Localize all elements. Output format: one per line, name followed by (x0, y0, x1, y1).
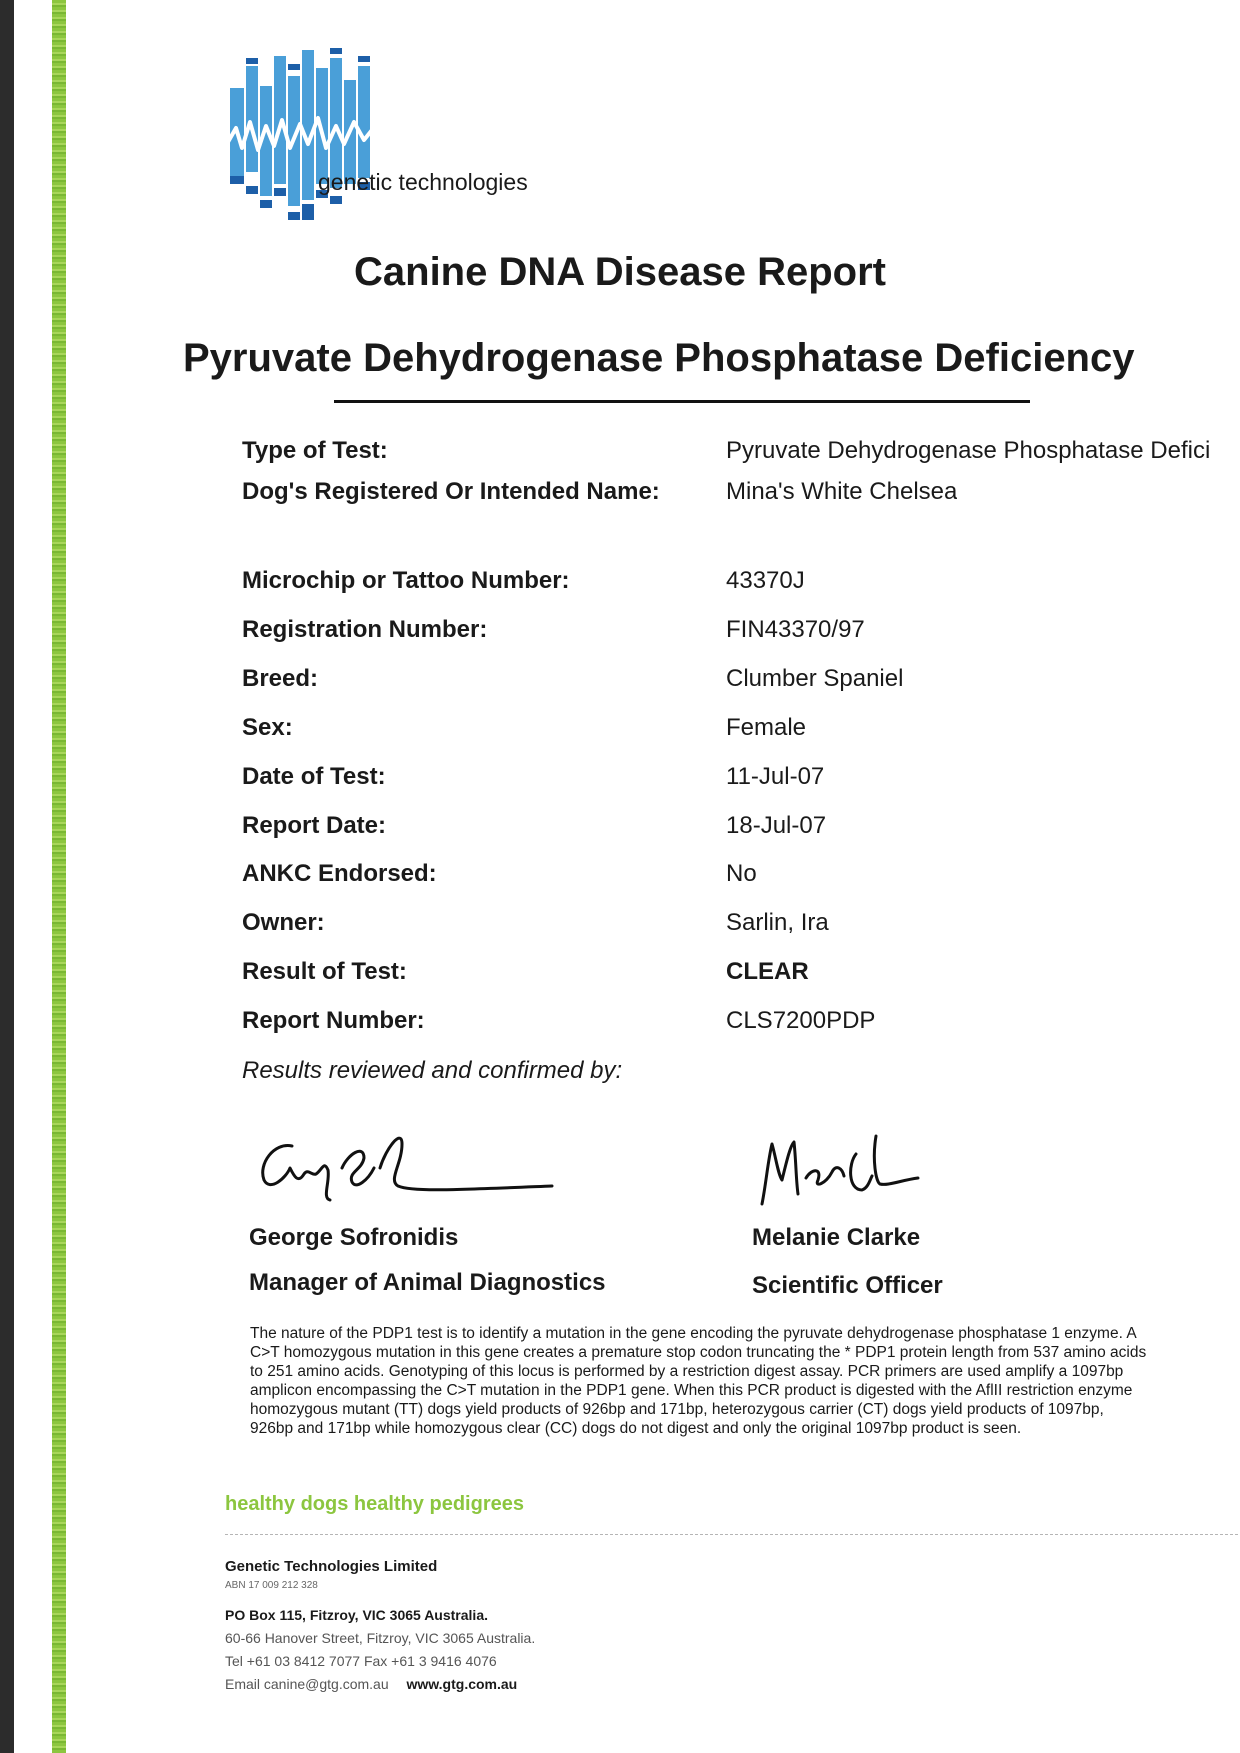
field-label: Date of Test: (242, 763, 386, 790)
company-name: Genetic Technologies Limited (225, 1558, 438, 1575)
field-row-ankc (0, 860, 1240, 900)
signatory-title: Manager of Animal Diagnostics (249, 1269, 606, 1296)
field-row-dog-name (0, 478, 1240, 518)
dna-barcode-logo-icon (222, 36, 562, 232)
field-label: Report Number: (242, 1007, 425, 1034)
field-row-sex (0, 714, 1240, 754)
field-value: 43370J (726, 567, 805, 594)
test-description: The nature of the PDP1 test is to identify a mutation in the gene encoding the pyruvate dehydrogenase phosphatase 1 enzyme. A C>T homozygous mutation in this gene creates a premature stop codon truncating the * PDP1 protein length from 537 amino acids to 251 amino acids. Genotyping of this locus is performed by a restriction digest assay. PCR primers are used amplify a 1097bp amplicon encompassing the C>T mutation in the PDP1 gene. When this PCR product is digested with the AflII restriction enzyme homozygous mutant (TT) dogs yield products of 926bp and 171bp, heterozygous carrier (CT) dogs yield products of 1097bp, 926bp and 171bp while homozygous clear (CC) dogs do not digest and only the original 1097bp product is seen. (250, 1325, 1147, 1437)
field-label: Report Date: (242, 812, 387, 839)
title-divider (334, 400, 1030, 403)
phone-fax: Tel +61 03 8412 7077 Fax +61 3 9416 4076 (225, 1653, 497, 1669)
field-row-test-type (0, 437, 1240, 477)
field-value: Sarlin, Ira (726, 909, 829, 936)
field-label: Registration Number: (242, 616, 488, 643)
street-address: 60-66 Hanover Street, Fitzroy, VIC 3065 Australia. (225, 1630, 536, 1646)
signatory-name: Melanie Clarke (752, 1224, 921, 1251)
field-label: Result of Test: (242, 958, 407, 985)
field-row-report-number (0, 1007, 1240, 1047)
field-row-breed (0, 665, 1240, 705)
handwritten-signature-icon (252, 1124, 562, 1214)
report-title: Canine DNA Disease Report (354, 250, 886, 294)
field-row-result (0, 958, 1240, 998)
field-value: Female (726, 714, 807, 741)
handwritten-signature-icon (752, 1124, 952, 1224)
field-row-microchip (0, 567, 1240, 607)
email-link[interactable]: Email canine@gtg.com.au (225, 1676, 389, 1692)
field-label: Owner: (242, 909, 325, 936)
contact-line (225, 1676, 517, 1692)
field-value: 11-Jul-07 (726, 763, 825, 790)
field-value: FIN43370/97 (726, 616, 865, 643)
field-label: Sex: (242, 714, 293, 741)
field-label: Dog's Registered Or Intended Name: (242, 478, 660, 505)
company-logo (222, 36, 562, 232)
logo-wordmark: genetic technologies (318, 169, 528, 195)
field-value: 18-Jul-07 (726, 812, 827, 839)
signatory-name: George Sofronidis (249, 1224, 459, 1251)
field-row-owner (0, 909, 1240, 949)
report-subtitle: Pyruvate Dehydrogenase Phosphatase Deficiency (183, 336, 1135, 380)
field-value: Pyruvate Dehydrogenase Phosphatase Defici (726, 437, 1211, 464)
field-value: No (726, 860, 757, 887)
result-value: CLEAR (726, 958, 809, 985)
signatory-title: Scientific Officer (752, 1272, 943, 1299)
field-label: Microchip or Tattoo Number: (242, 567, 570, 594)
reviewed-by-label: Results reviewed and confirmed by: (242, 1057, 623, 1084)
field-value: Mina's White Chelsea (726, 478, 958, 505)
field-row-report-date (0, 812, 1240, 852)
field-row-test-date (0, 763, 1240, 803)
field-label: ANKC Endorsed: (242, 860, 437, 887)
tagline: healthy dogs healthy pedigrees (225, 1493, 524, 1515)
field-label: Type of Test: (242, 437, 388, 464)
footer-divider (225, 1534, 1238, 1535)
field-value: Clumber Spaniel (726, 665, 904, 692)
company-abn: ABN 17 009 212 328 (225, 1580, 318, 1591)
field-label: Breed: (242, 665, 319, 692)
field-row-registration (0, 616, 1240, 656)
field-value: CLS7200PDP (726, 1007, 876, 1034)
postal-address: PO Box 115, Fitzroy, VIC 3065 Australia. (225, 1607, 488, 1623)
website-link[interactable]: www.gtg.com.au (406, 1676, 518, 1692)
